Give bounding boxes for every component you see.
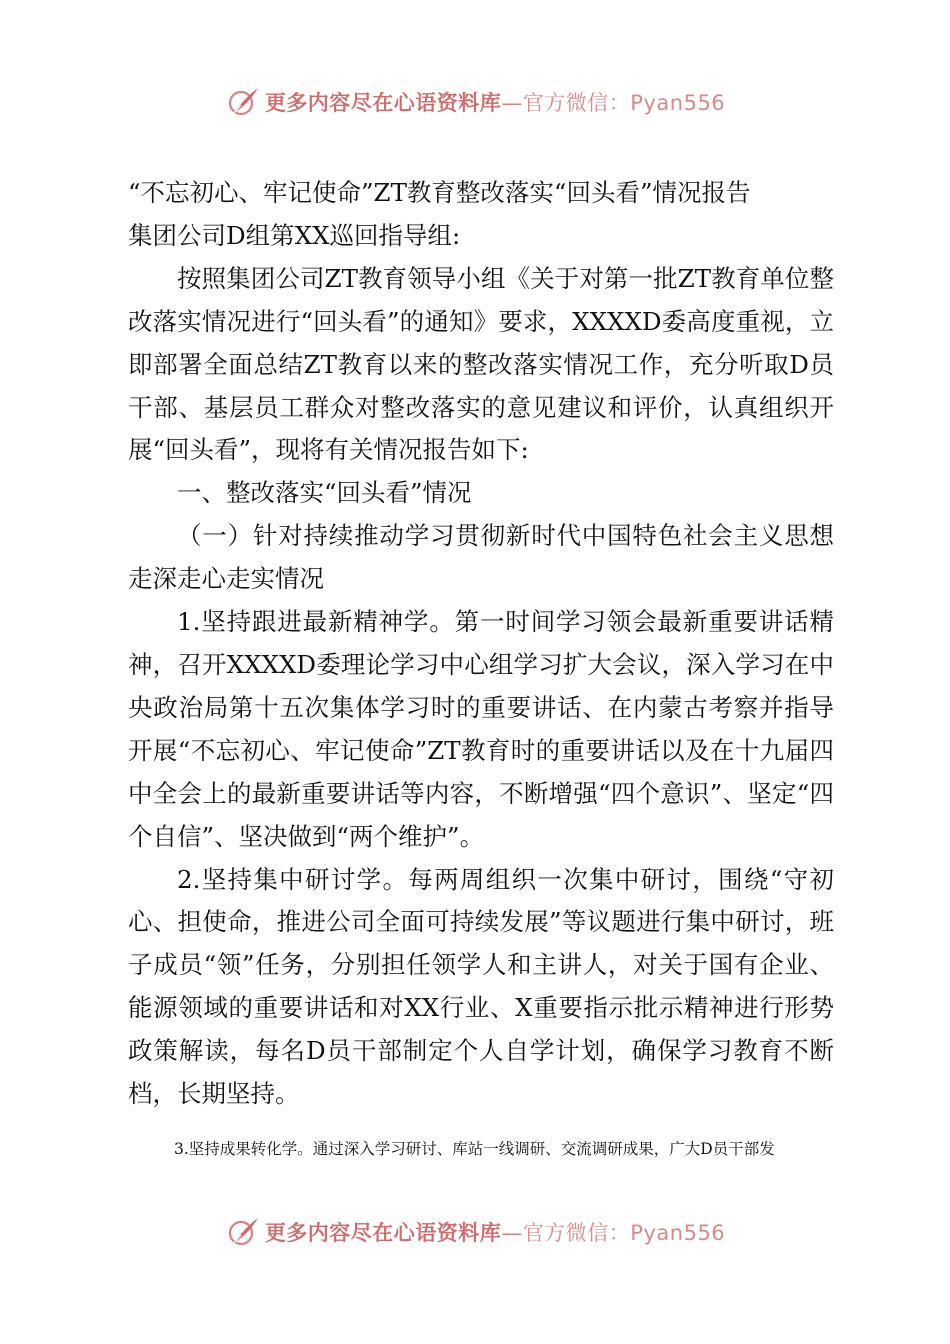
list-item-1: 1.坚持跟进最新精神学。第一时间学习领会最新重要讲话精神，召开XXXXD委理论学习中心组学习扩大会议，深入学习在中央政治局第十五次集体学习时的重要讲话、在内蒙古考察并指导开展“不忘初心、牢记使命”ZT教育时的重要讲话以及在十九届四中全会上的最新重要讲话等内容，不断增强“四个意识”、坚定“四个自信”、坚决做到“两个维护”。 [128, 607, 834, 851]
list-item-2: 2.坚持集中研讨学。每两周组织一次集中研讨，围绕“守初心、担使命，推进公司全面可持续发展”等议题进行集中研讨，班子成员“领”任务，分别担任领学人和主讲人，对关于国有企业、能源领域的重要讲话和对XX行业、X重要指示批示精神进行形势政策解读，每名D员干部制定个人自学计划，确保学习教育不断档，长期坚持。 [128, 864, 834, 1109]
watermark-contact: 官方微信：Pyan556 [522, 1221, 726, 1245]
watermark-separator: — [501, 91, 523, 115]
watermark-footer [0, 1212, 950, 1252]
quill-pen-icon [225, 1214, 261, 1250]
section-heading-1: 一、整改落实“回头看”情况 [177, 478, 472, 508]
quill-pen-icon [225, 84, 261, 120]
document-body [128, 172, 834, 1116]
watermark-brand: 更多内容尽在心语资料库 [264, 91, 502, 115]
watermark-brand: 更多内容尽在心语资料库 [264, 1221, 502, 1245]
list-item-3-fragment: 3.坚持成果转化学。通过深入学习研讨、库站一线调研、交流调研成果，广大D员干部发 [174, 1140, 775, 1158]
subsection-heading-1: （一）针对持续推动学习贯彻新时代中国特色社会主义思想走深走心走实情况 [128, 521, 834, 594]
intro-paragraph: 按照集团公司ZT教育领导小组《关于对第一批ZT教育单位整改落实情况进行“回头看”的通知》要求，XXXXD委高度重视，立即部署全面总结ZT教育以来的整改落实情况工作，充分听取D员干部、基层员工群众对整改落实的意见建议和评价，认真组织开展“回头看”，现将有关情况报告如下: [128, 263, 834, 465]
document-title: “不忘初心、牢记使命”ZT教育整改落实“回头看”情况报告 [128, 178, 751, 207]
document-addressee: 集团公司D组第XX巡回指导组: [128, 220, 461, 250]
watermark-separator: — [501, 1221, 523, 1245]
watermark-contact: 官方微信：Pyan556 [522, 91, 726, 115]
watermark-text [265, 1217, 725, 1247]
watermark-header [0, 82, 950, 122]
watermark-text [265, 87, 725, 117]
